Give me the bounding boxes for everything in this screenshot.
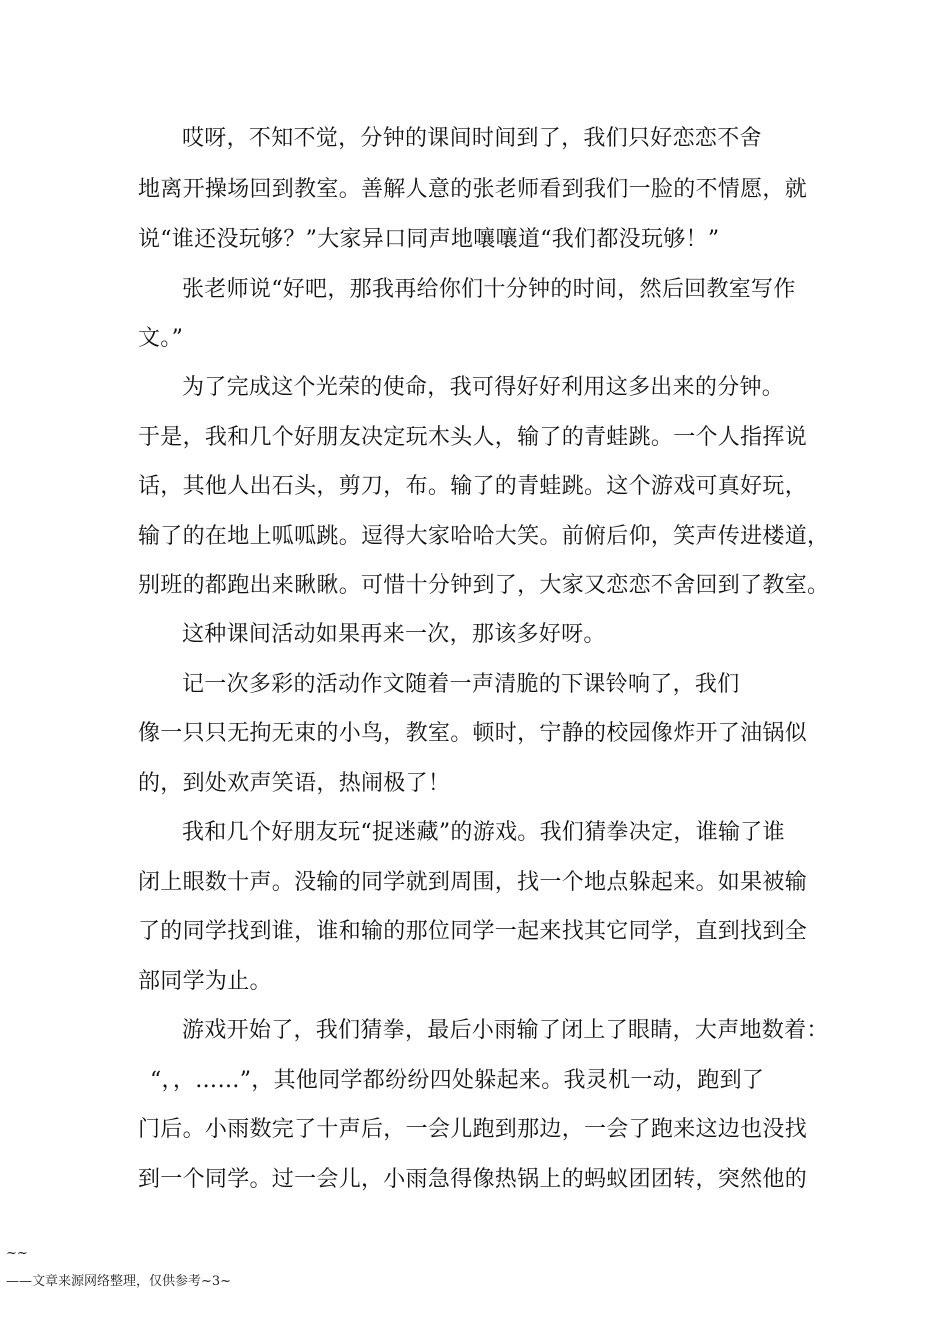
text-line: 门后。小雨数完了十声后，一会儿跑到那边，一会了跑来这边也没找 — [138, 1117, 808, 1142]
text-line: 部同学为止。 — [138, 969, 272, 994]
text-line: 到一个同学。过一会儿，小雨急得像热锅上的蚂蚁团团转，突然他的 — [138, 1167, 808, 1192]
text-line: 记一次多彩的活动作文随着一声清脆的下课铃响了，我们 — [182, 672, 740, 697]
footer-mark: ~~ — [6, 1246, 28, 1261]
text-line: 别班的都跑出来瞅瞅。可惜十分钟到了，大家又恋恋不舍回到了教室。 — [138, 573, 830, 598]
text-line: 闭上眼数十声。没输的同学就到周围，找一个地点躲起来。如果被输 — [138, 870, 808, 895]
text-line: 话，其他人出石头，剪刀，布。输了的青蛙跳。这个游戏可真好玩， — [138, 474, 808, 499]
text-line: 像一只只无拘无束的小鸟，教室。顿时，宁静的校园像炸开了油锅似 — [138, 721, 808, 746]
text-line: 了的同学找到谁，谁和输的那位同学一起来找其它同学，直到找到全 — [138, 919, 808, 944]
text-line: 张老师说“好吧，那我再给你们十分钟的时间，然后回教室写作 — [182, 277, 796, 302]
text-line: 说“谁还没玩够？”大家异口同声地嚷嚷道“我们都没玩够！” — [138, 227, 720, 252]
text-line: 哎呀，不知不觉，分钟的课间时间到了，我们只好恋恋不舍 — [182, 126, 762, 151]
text-line: 地离开操场回到教室。善解人意的张老师看到我们一脸的不情愿，就 — [138, 177, 808, 202]
text-line: 输了的在地上呱呱跳。逗得大家哈哈大笑。前俯后仰，笑声传进楼道， — [138, 524, 830, 549]
text-line: 的，到处欢声笑语，热闹极了！ — [138, 771, 451, 796]
text-line: “，，……”，其他同学都纷纷四处躲起来。我灵机一动，跑到了 — [150, 1068, 765, 1093]
text-line: 游戏开始了，我们猜拳，最后小雨输了闭上了眼睛，大声地数着： — [182, 1018, 829, 1043]
text-line: 这种课间活动如果再来一次，那该多好呀。 — [182, 622, 606, 647]
text-line: 为了完成这个光荣的使命，我可得好好利用这多出来的分钟。 — [182, 375, 785, 400]
text-line: 于是，我和几个好朋友决定玩木头人，输了的青蛙跳。一个人指挥说 — [138, 425, 808, 450]
text-line: 我和几个好朋友玩“捉迷藏”的游戏。我们猜拳决定，谁输了谁 — [182, 820, 785, 845]
footer-source: ——文章来源网络整理，仅供参考~3~ — [6, 1274, 232, 1289]
text-line: 文。” — [138, 326, 184, 351]
